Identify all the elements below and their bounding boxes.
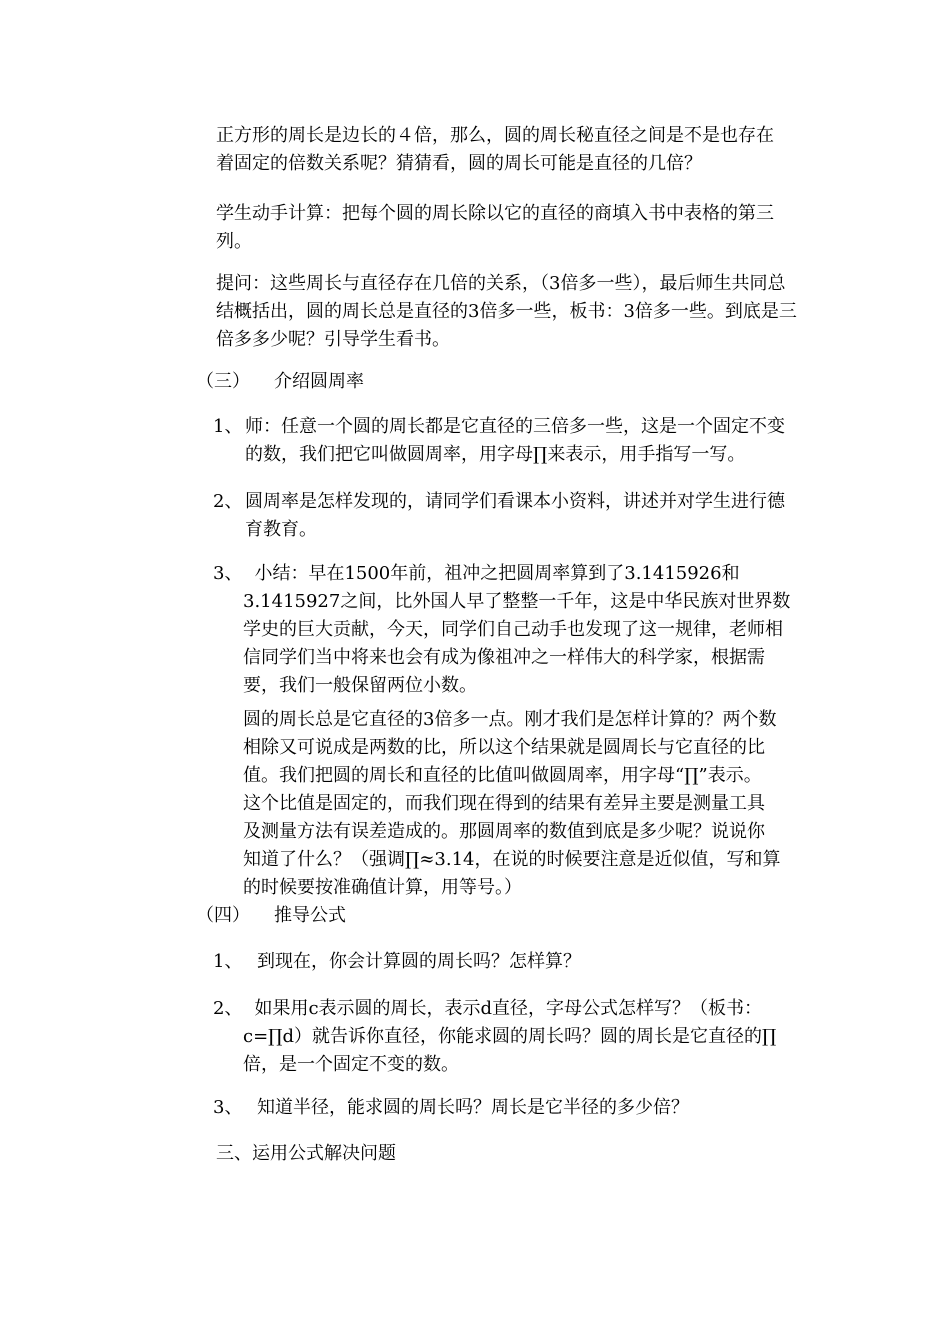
item-number: 3、 bbox=[213, 563, 243, 584]
section-heading-main-3: 三、运用公式解决问题 bbox=[216, 1143, 396, 1164]
section-title: 介绍圆周率 bbox=[274, 371, 364, 392]
item-number: 2、 bbox=[213, 998, 243, 1019]
item-text: 到现在，你会计算圆的周长吗？怎样算？ bbox=[257, 951, 581, 972]
paragraph-pi-explanation: 圆的周长总是它直径的3倍多一点。刚才我们是怎样计算的？两个数 相除又可说成是两数的比，所以这个结果就是圆周长与它直径的比 值。我们把圆的周长和直径的比值叫做圆周率，用字母“∏”表示。 这个比值是固定的，而我们现在得到的结果有差异主要是测量工具 及测量方法有误差造成的。那圆周率的数值到底是多少呢？说说你 知道了什么？（强调∏≈3.14，在说的时候要注意是近似值，写和算 的时候要按准确值计算，用等号。） bbox=[243, 709, 781, 898]
item-number: 1、 bbox=[213, 951, 243, 972]
section-title: 推导公式 bbox=[274, 905, 346, 926]
paragraph-question: 提问：这些周长与直径存在几倍的关系，（3倍多一些），最后师生共同总 结概括出，圆的周长总是直径的3倍多一些，板书：3倍多一些。到底是三 倍多多少呢？引导学生看书。 bbox=[216, 273, 797, 350]
section-heading-3 bbox=[196, 368, 364, 396]
item-text: 小结：早在1500年前，祖冲之把圆周率算到了3.1415926和 3.1415927之间，比外国人早了整整一千年，这是中华民族对世界数 学史的巨大贡献，今天，同学们自己动手也发现了这一规律，老师相 信同学们当中将来也会有成为像祖冲之一样伟大的科学家，根据需 要，我们一般保留两位小数。 bbox=[243, 563, 791, 696]
section-number: （三） bbox=[196, 371, 250, 392]
paragraph-square-perimeter: 正方形的周长是边长的４倍，那么，圆的周长秘直径之间是不是也存在 着固定的倍数关系呢？猜猜看，圆的周长可能是直径的几倍？ bbox=[216, 125, 774, 174]
paragraph-text: 正方形的周长是边长的４倍，那么，圆的周长秘直径之间是不是也存在 bbox=[216, 125, 774, 146]
item-text: 如果用c表示圆的周长，表示d直径，字母公式怎样写？（板书： c=∏d）就告诉你直径，你能求圆的周长吗？圆的周长是它直径的∏ 倍，是一个固定不变的数。 bbox=[243, 998, 777, 1075]
item-number: 3、 bbox=[213, 1097, 243, 1118]
item-text: 师：任意一个圆的周长都是它直径的三倍多一些，这是一个固定不变 的数，我们把它叫做圆周率，用字母∏来表示，用手指写一写。 bbox=[245, 416, 785, 465]
section-number: （四） bbox=[196, 905, 250, 926]
paragraph-student-calculation: 学生动手计算：把每个圆的周长除以它的直径的商填入书中表格的第三 列。 bbox=[216, 203, 774, 252]
item-number: 1、 bbox=[213, 416, 243, 437]
item-text: 圆周率是怎样发现的，请同学们看课本小资料，讲述并对学生进行德 育教育。 bbox=[245, 491, 785, 540]
section-heading-4 bbox=[196, 902, 346, 930]
item-number: 2、 bbox=[213, 491, 243, 512]
item-text: 知道半径，能求圆的周长吗？周长是它半径的多少倍？ bbox=[257, 1097, 689, 1118]
